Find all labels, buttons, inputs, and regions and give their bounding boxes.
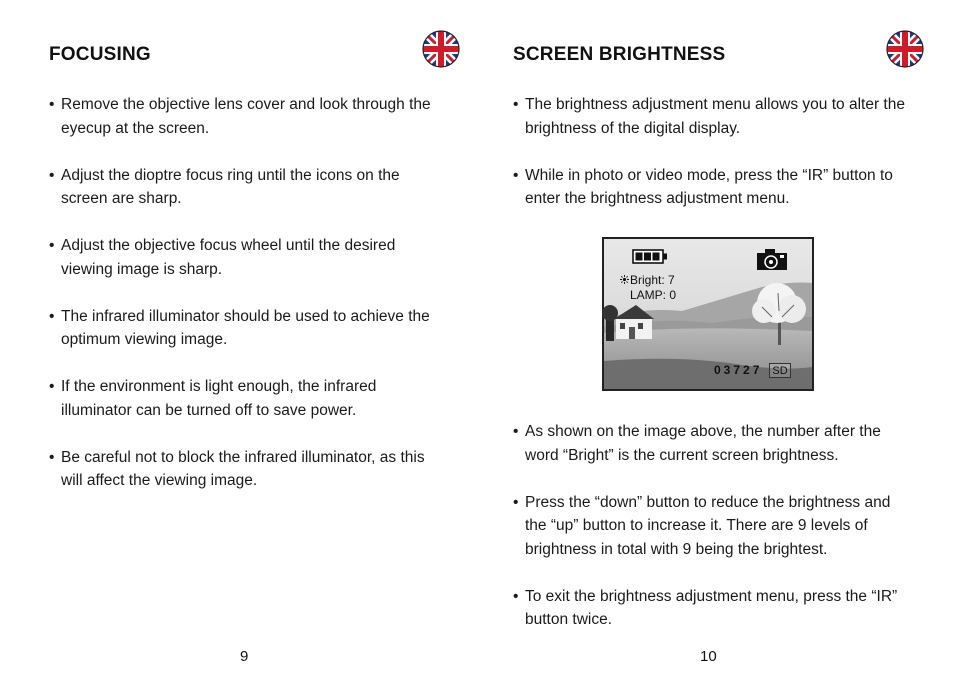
screen-brightness-heading: SCREEN BRIGHTNESS [513,44,726,65]
page-number: 10 [700,648,717,665]
camera-icon [756,247,788,271]
sun-icon [620,275,629,284]
list-item: • Remove the objective lens cover and look through the eyecup at the screen. [49,93,444,140]
list-item: • To exit the brightness adjustment menu, press the “IR” button twice. [513,585,913,632]
brightness-instructions-list [513,420,913,655]
lamp-readout: LAMP: 0 [630,288,677,302]
focusing-heading: FOCUSING [49,44,151,65]
list-item: • As shown on the image above, the number after the word “Bright” is the current screen brightness. [513,420,913,467]
list-item: • The brightness adjustment menu allows you to alter the brightness of the digital display. [513,93,913,140]
list-item: • While in photo or video mode, press the “IR” button to enter the brightness adjustment menu. [513,164,913,211]
focusing-bullet-list [49,93,444,516]
list-item: • Be careful not to block the infrared illuminator, as this will affect the viewing image. [49,446,444,493]
uk-flag-icon [422,30,460,68]
list-item: • If the environment is light enough, the infrared illuminator can be turned off to save power. [49,375,444,422]
battery-icon [632,249,668,264]
list-item: • The infrared illuminator should be used to achieve the optimum viewing image. [49,305,444,352]
uk-flag-icon [886,30,924,68]
bright-readout: Bright: 7 [630,273,675,287]
brightness-intro-list [513,93,913,234]
list-item: • Press the “down” button to reduce the brightness and the “up” button to increase it. There are 9 levels of brightness in total with 9 being the brightest. [513,491,913,562]
sd-card-badge: SD [769,363,791,378]
list-item: • Adjust the objective focus wheel until the desired viewing image is sharp. [49,234,444,281]
photo-counter: 03727 [714,363,763,377]
list-item: • Adjust the dioptre focus ring until the icons on the screen are sharp. [49,164,444,211]
page-number: 9 [240,648,249,665]
